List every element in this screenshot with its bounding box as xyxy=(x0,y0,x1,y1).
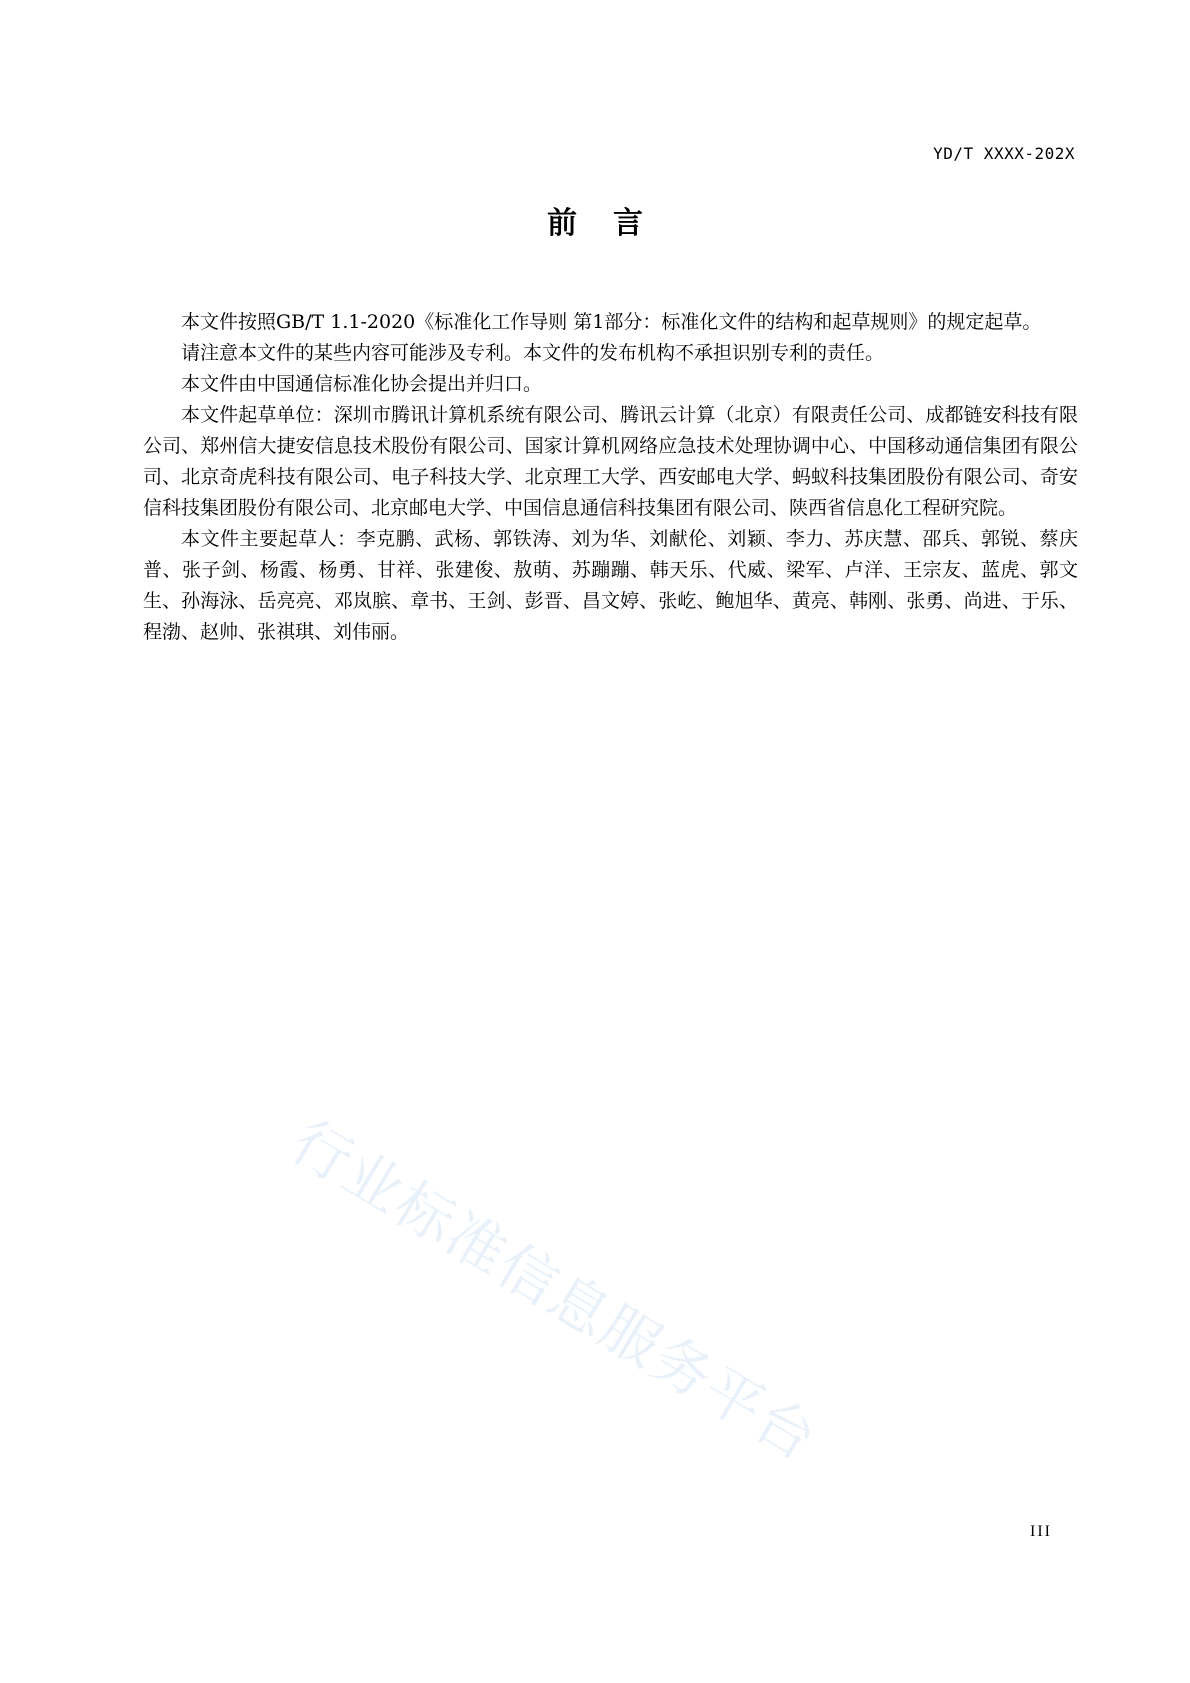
paragraph-patent-notice: 请注意本文件的某些内容可能涉及专利。本文件的发布机构不承担识别专利的责任。 xyxy=(181,342,885,364)
paragraph-drafting-units: 本文件起草单位：深圳市腾讯计算机系统有限公司、腾讯云计算（北京）有限责任公司、成都链安科技有限公司、郑州信大捷安信息技术股份有限公司、国家计算机网络应急技术处理协调中心、中国移动通信集团有限公司、北京奇虎科技有限公司、电子科技大学、北京理工大学、西安邮电大学、蚂蚁科技集团股份有限公司、奇安信科技集团股份有限公司、北京邮电大学、中国信息通信科技集团有限公司、陕西省信息化工程研究院。 xyxy=(143,404,1078,519)
document-number: YD/T XXXX-202X xyxy=(933,144,1075,163)
paragraph-drafting-basis: 本文件按照GB/T 1.1-2020《标准化工作导则 第1部分：标准化文件的结构和起草规则》的规定起草。 xyxy=(181,311,1042,333)
page-title: 前言 xyxy=(547,206,679,241)
foreword-body xyxy=(143,307,1078,648)
page-number: III xyxy=(1030,1523,1052,1540)
watermark: 行业标准信息服务平台 xyxy=(279,1107,830,1475)
paragraph-proposer: 本文件由中国通信标准化协会提出并归口。 xyxy=(181,373,543,395)
paragraph-drafters: 本文件主要起草人：李克鹏、武杨、郭铁涛、刘为华、刘献伦、刘颖、李力、苏庆慧、邵兵、郭锐、蔡庆普、张子剑、杨霞、杨勇、甘祥、张建俊、敖萌、苏蹦蹦、韩天乐、代威、梁军、卢洋、王宗友、蓝虎、郭文生、孙海泳、岳亮亮、邓岚膑、章书、王剑、彭晋、昌文婷、张屹、鲍旭华、黄亮、韩刚、张勇、尚进、于乐、程渤、赵帅、张祺琪、刘伟丽。 xyxy=(143,528,1078,643)
